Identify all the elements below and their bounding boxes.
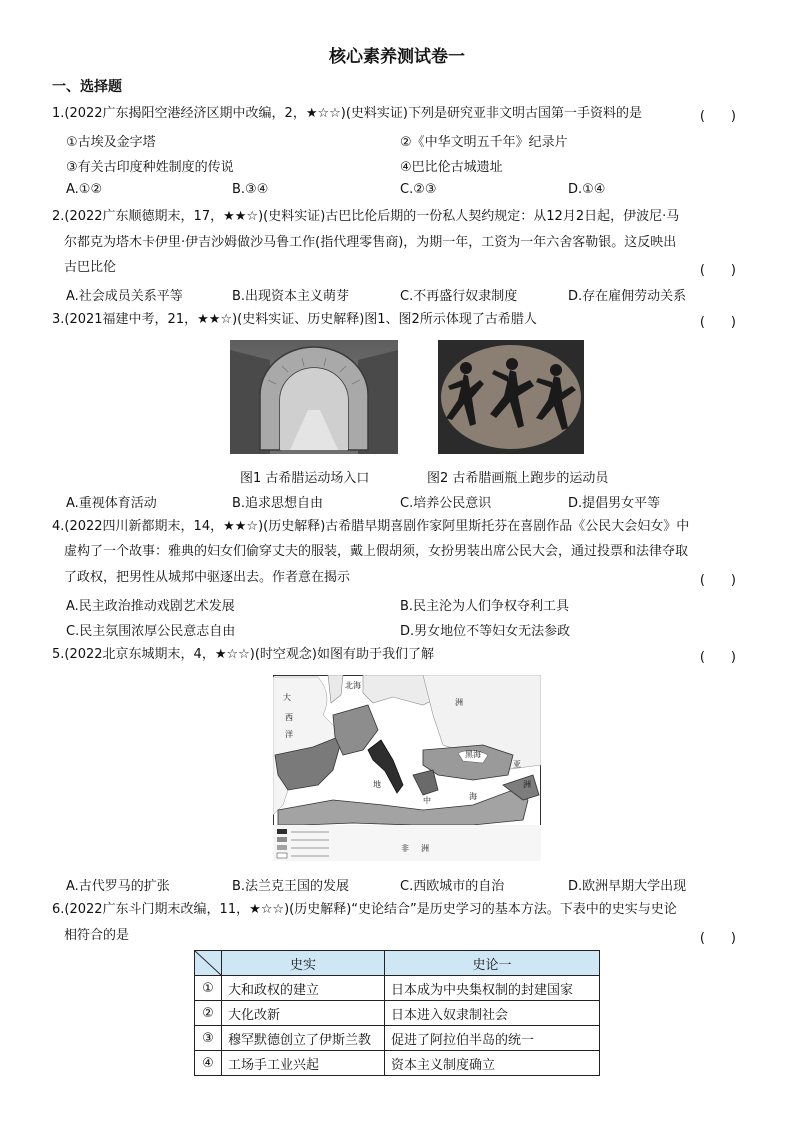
q2-answer-paren: ( ) [699,263,736,278]
roman-expansion-map [273,675,541,861]
row-fact: 大和政权的建立 [222,976,385,1001]
row-fact: 穆罕默德创立了伊斯兰教 [222,1026,385,1051]
diagonal-line [195,951,221,975]
q2-line-1: 2.(2022广东顺德期末，17，★★☆)(史料实证)古巴比伦后期的一份私人契约规定：从12月2日起，伊波尼·马 [52,209,680,224]
q4-line-2: 虚构了一个故事：雅典的妇女们偷穿丈夫的服装，戴上假胡须，女扮男装出席公民大会，通过投票和法律夺取 [64,544,689,559]
q1-item-2: ②《中华文明五千年》纪录片 [400,135,568,150]
map-label-black-sea: 黑海 [465,750,481,759]
q2-option-a: A.社会成员关系平等 [66,289,183,304]
map-label-ya: 亚 [513,760,521,769]
map-label-zhong: 中 [423,796,431,805]
header-view: 史论一 [385,951,600,976]
row-number: ③ [195,1026,222,1051]
row-view: 日本成为中央集权制的封建国家 [385,976,600,1001]
q1-option-b: B.③④ [232,182,269,197]
header-corner-cell [195,951,222,976]
map-label-zhou-1: 洲 [455,698,463,707]
q4-option-c: C.民主氛围浓厚公民意志自由 [66,624,236,639]
table-header-row [195,951,600,976]
map-label-fei: 非 [401,844,409,853]
q1-option-a: A.①② [66,182,103,197]
map-label-da: 大 [283,693,291,702]
q4-option-a: A.民主政治推动戏剧艺术发展 [66,599,235,614]
q3-stem: 3.(2021福建中考，21，★★☆)(史料实证、历史解释)图1、图2所示体现了古希腊人 [52,312,537,327]
q3-option-a: A.重视体育活动 [66,496,157,511]
row-number: ② [195,1001,222,1026]
page-title: 核心素养测试卷一 [329,47,465,67]
q4-option-b: B.民主沦为人们争权夺利工具 [400,599,570,614]
q1-option-d: D.①④ [568,182,606,197]
row-fact: 大化改新 [222,1001,385,1026]
map-label-zhou-3: 洲 [421,844,429,853]
q5-answer-paren: ( ) [699,650,736,665]
q1-stem: 1.(2022广东揭阳空港经济区期中改编，2，★☆☆)(史料实证)下列是研究亚非文明古国第一手资料的是 [52,106,643,121]
row-view: 资本主义制度确立 [385,1051,600,1076]
q5-option-a: A.古代罗马的扩张 [66,879,170,894]
q5-option-b: B.法兰克王国的发展 [232,879,350,894]
row-fact: 工场手工业兴起 [222,1051,385,1076]
map-label-xi: 西 [285,713,293,722]
q1-answer-paren: ( ) [699,109,736,124]
table-row [195,1051,600,1076]
q3-answer-paren: ( ) [699,315,736,330]
q4-line-3: 了政权，把男性从城邦中驱逐出去。作者意在揭示 [64,570,351,585]
map-label-yang: 洋 [285,730,293,739]
table-row [195,1026,600,1051]
map-label-hai: 海 [469,792,477,801]
q5-option-d: D.欧洲早期大学出现 [568,879,687,894]
figure-1-caption: 图1 古希腊运动场入口 [240,471,370,486]
row-number: ① [195,976,222,1001]
section-heading: 一、选择题 [52,79,122,95]
q6-line-1: 6.(2022广东斗门期末改编，11，★☆☆)(历史解释)“史论结合”是历史学习的基本方法。下表中的史实与史论 [52,902,677,917]
row-number: ④ [195,1051,222,1076]
table-row [195,1001,600,1026]
stadium-entrance-photo [230,340,398,454]
q2-line-2: 尔都克为塔木卡伊里·伊吉沙姆做沙马鲁工作(指代理零售商)，为期一年，工资为一年六舍客勒银。这反映出 [64,235,677,250]
q3-option-c: C.培养公民意识 [400,496,492,511]
table-row [195,976,600,1001]
q2-option-c: C.不再盛行奴隶制度 [400,289,518,304]
header-fact: 史实 [222,951,385,976]
q1-item-1: ①古埃及金字塔 [66,135,156,150]
q1-item-3: ③有关古印度种姓制度的传说 [66,160,234,175]
q4-line-1: 4.(2022四川新都期末，14，★★☆)(历史解释)古希腊早期喜剧作家阿里斯托芬在喜剧作品《公民大会妇女》中 [52,519,690,534]
q6-answer-paren: ( ) [699,931,736,946]
q5-option-c: C.西欧城市的自治 [400,879,505,894]
row-view: 促进了阿拉伯半岛的统一 [385,1026,600,1051]
q4-option-d: D.男女地位不等妇女无法参政 [400,624,571,639]
map-label-zhou-2: 洲 [523,780,531,789]
q6-line-2: 相符合的是 [64,928,130,943]
map-label-north-sea: 北海 [345,681,361,690]
q3-option-b: B.追求思想自由 [232,496,324,511]
q2-option-d: D.存在雇佣劳动关系 [568,289,687,304]
q5-stem: 5.(2022北京东城期末，4，★☆☆)(时空观念)如图有助于我们了解 [52,647,435,662]
vase-runners-photo [438,340,584,454]
q4-answer-paren: ( ) [699,573,736,588]
q2-line-3: 古巴比伦 [64,260,117,275]
q1-item-4: ④巴比伦古城遗址 [400,160,503,175]
figure-2-caption: 图2 古希腊画瓶上跑步的运动员 [427,471,609,486]
row-view: 日本进入奴隶制社会 [385,1001,600,1026]
map-label-di: 地 [373,780,381,789]
q3-option-d: D.提倡男女平等 [568,496,661,511]
q1-option-c: C.②③ [400,182,437,197]
history-table [194,950,600,1076]
q2-option-b: B.出现资本主义萌芽 [232,289,350,304]
